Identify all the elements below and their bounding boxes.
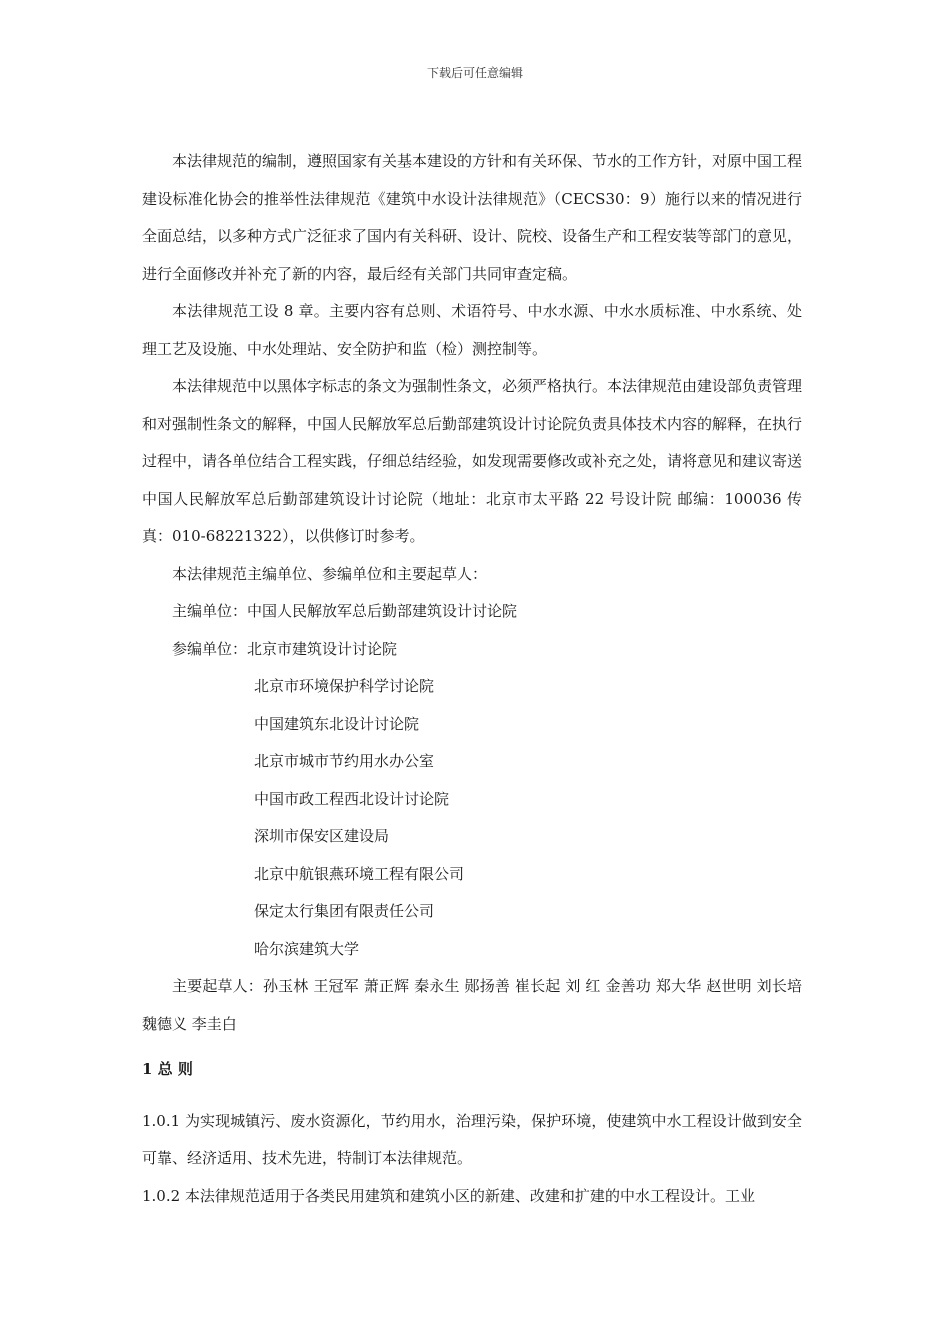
participating-unit: 中国建筑东北设计讨论院 [254, 714, 420, 733]
document-body [142, 143, 802, 1215]
participating-unit: 深圳市保安区建设局 [254, 827, 390, 845]
chief-editing-unit: 主编单位：中国人民解放军总后勤部建筑设计讨论院 [172, 602, 518, 620]
preface-paragraph-3: 本法律规范中以黑体字标志的条文为强制性条文，必须严格执行。本法律规范由建设部负责管理和对强制性条文的解释，中国人民解放军总后勤部建筑设计讨论院负责具体技术内容的解释，在执行过程中，请各单位结合工程实践，仔细总结经验，如发现需要修改或补充之处，请将意见和建议寄送中国人民解放军总后勤部建筑设计讨论院（地址：北京市太平路 22 号设计院 邮编：100036 传真：010-68221322），以供修订时参考。 [142, 377, 803, 545]
participating-unit: 保定太行集团有限责任公司 [254, 902, 435, 920]
participating-unit: 哈尔滨建筑大学 [254, 939, 360, 958]
chapter-title: 1 总 则 [142, 1060, 193, 1078]
participating-unit: 北京市环境保护科学讨论院 [254, 677, 435, 695]
page-header: 下载后可任意编辑 [426, 66, 523, 80]
participating-unit: 北京中航银燕环境工程有限公司 [254, 864, 465, 883]
main-drafters: 主要起草人：孙玉林 王冠军 萧正辉 秦永生 郧扬善 崔长起 刘 红 金善功 郑大华 赵世明 刘长培 魏德义 李圭白 [142, 977, 802, 1033]
clause-1-0-1: 1.0.1 为实现城镇污、废水资源化，节约用水，治理污染，保护环境，使建筑中水工程设计做到安全可靠、经济适用、技术先进，特制订本法律规范。 [142, 1111, 802, 1167]
participating-unit: 中国市政工程西北设计讨论院 [254, 789, 450, 808]
preface-paragraph-1: 本法律规范的编制，遵照国家有关基本建设的方针和有关环保、节水的工作方针，对原中国工程建设标准化协会的推举性法律规范《建筑中水设计法律规范》（CECS30：9）施行以来的情况进行全面总结，以多种方式广泛征求了国内有关科研、设计、院校、设备生产和工程安装等部门的意见，进行全面修改并补充了新的内容，最后经有关部门共同审查定稿。 [142, 152, 803, 283]
clause-1-0-2: 1.0.2 本法律规范适用于各类民用建筑和建筑小区的新建、改建和扩建的中水工程设计。工业 [142, 1186, 755, 1205]
preface-paragraph-4: 本法律规范主编单位、参编单位和主要起草人： [172, 564, 488, 583]
participating-unit-first: 参编单位：北京市建筑设计讨论院 [172, 639, 398, 658]
participating-unit: 北京市城市节约用水办公室 [254, 752, 435, 770]
preface-paragraph-2: 本法律规范工设 8 章。主要内容有总则、术语符号、中水水源、中水水质标准、中水系统、处理工艺及设施、中水处理站、安全防护和监（检）测控制等。 [142, 302, 802, 358]
